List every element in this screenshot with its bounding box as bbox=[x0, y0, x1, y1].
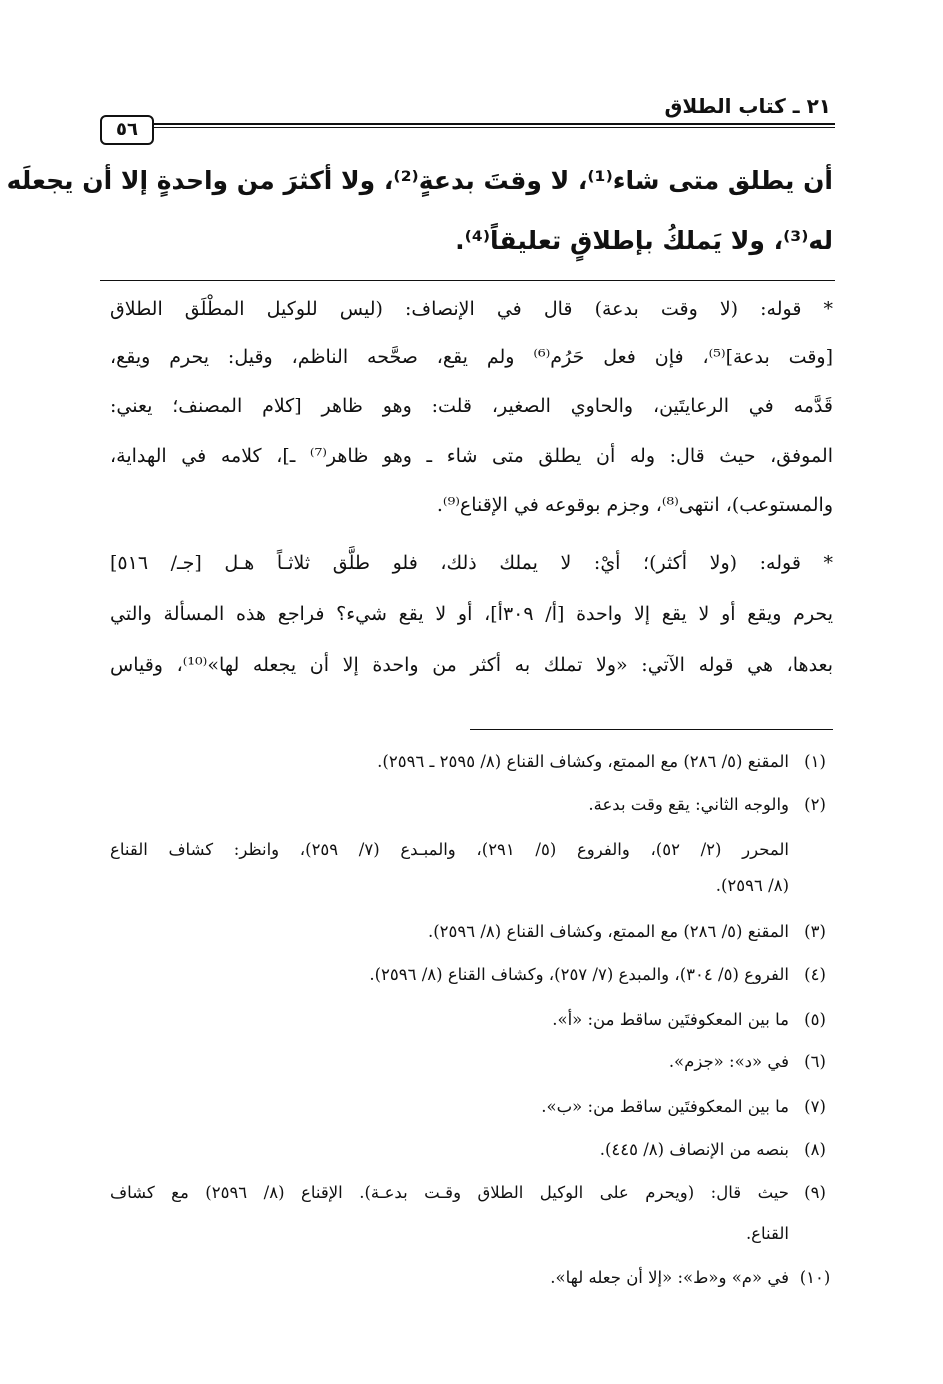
footnote-continuation: القناع. bbox=[745, 1224, 789, 1243]
footnote-continuation: المحرر (٢/ ٥٢)، والفروع (٥/ ٢٩١)، والمبـدع (٧/ ٢٥٩)، وانظر: كشاف القناع bbox=[110, 840, 790, 859]
footnote-text: المقنع (٥/ ٢٨٦) مع الممتع، وكشاف القناع (٨/ ٢٥٩٦). bbox=[427, 922, 789, 941]
footnote-number: (٥) bbox=[804, 1010, 826, 1029]
matn-separator bbox=[100, 280, 835, 281]
commentary-line: بعدها، هي قوله الآتي: «ولا تملك به أكثر من واحدة إلا أن يجعله لها»⁽¹⁰⁾، وقياس bbox=[110, 654, 833, 676]
footnote-text: حيث قال: (ويحرم على الوكيل الطلاق وقـت بدعـة). الإقناع (٨/ ٢٥٩٦) مع كشاف bbox=[110, 1183, 790, 1202]
commentary-line: يحرم ويقع أو لا يقع إلا واحدة [أ/ ٣٠٩أ]، أو لا يقع شيء؟ فراجع هذه المسألة والتي bbox=[110, 603, 833, 625]
commentary-line: [وقت بدعة]⁽⁵⁾، فإن فعل حَرُم⁽⁶⁾ ولم يقع، صحَّحه الناظم، وقيل: يحرم ويقع، bbox=[110, 346, 834, 368]
footnote-text: ما بين المعكوفتَين ساقط من: «ب». bbox=[541, 1097, 789, 1116]
page-number: ٥٦ bbox=[100, 115, 154, 145]
footnote-continuation: (٨/ ٢٥٩٦). bbox=[715, 876, 789, 895]
commentary-line: الموفق، حيث قال: وله أن يطلق متى شاء ـ وهو ظاهر⁽⁷⁾ ـ]، كلامه في الهداية، bbox=[110, 445, 833, 467]
commentary-line: * قوله: (لا وقت بدعة) قال في الإنصاف: (ليس للوكيل المطْلَق الطلاق bbox=[110, 298, 833, 320]
commentary-line: قَدَّمه في الرعايتَين، والحاوي الصغير، قلت: وهو ظاهر [كلام المصنف؛ يعني: bbox=[110, 395, 833, 417]
footnote-text: الفروع (٥/ ٣٠٤)، والمبدع (٧/ ٢٥٧)، وكشاف القناع (٨/ ٢٥٩٦). bbox=[369, 965, 789, 984]
footnote-number: (٧) bbox=[804, 1097, 826, 1116]
footnote-number: (٣) bbox=[804, 922, 826, 941]
footnote-text: في «د»: «جزم». bbox=[668, 1052, 789, 1071]
running-header-title: ٢١ ـ كتاب الطلاق bbox=[664, 94, 831, 118]
header-rule-thin bbox=[100, 127, 835, 128]
footnote-number: (٩) bbox=[804, 1183, 826, 1202]
footnote-text: والوجه الثاني: يقع وقت بدعة. bbox=[588, 795, 789, 814]
footnote-separator bbox=[470, 729, 833, 730]
footnote-text: في «م» و«ط»: «إلا أن جعله لها». bbox=[550, 1268, 789, 1287]
footnote-number: (٤) bbox=[804, 965, 826, 984]
footnote-text: المقنع (٥/ ٢٨٦) مع الممتع، وكشاف القناع (٨/ ٢٥٩٥ ـ ٢٥٩٦). bbox=[377, 752, 789, 771]
matn-line: له⁽³⁾، ولا يَملكُ بإطلاقٍ تعليقاً⁽⁴⁾. bbox=[455, 226, 833, 255]
commentary-line: والمستوعب)، انتهى⁽⁸⁾، وجزم بوقوعه في الإقناع⁽⁹⁾. bbox=[436, 494, 833, 516]
footnote-number: (١) bbox=[804, 752, 826, 771]
matn-line: أن يطلق متى شاء⁽¹⁾، لا وقتَ بدعةٍ⁽²⁾، ولا أكثرَ من واحدةٍ إلا أن يجعلَه bbox=[6, 166, 833, 195]
commentary-line: * قوله: (ولا أكثر)؛ أيْ: لا يملك ذلك، فلو طلَّق ثلاثـاً هـل [جـ/ ٥١٦] bbox=[110, 552, 833, 574]
footnote-number: (٦) bbox=[804, 1052, 826, 1071]
header-rule bbox=[100, 123, 835, 125]
footnote-text: بنصه من الإنصاف (٨/ ٤٤٥). bbox=[599, 1140, 789, 1159]
footnote-number: (٢) bbox=[804, 795, 826, 814]
footnote-number: (١٠) bbox=[799, 1268, 831, 1287]
footnote-number: (٨) bbox=[804, 1140, 826, 1159]
footnote-text: ما بين المعكوفتَين ساقط من: «أ». bbox=[552, 1010, 789, 1029]
